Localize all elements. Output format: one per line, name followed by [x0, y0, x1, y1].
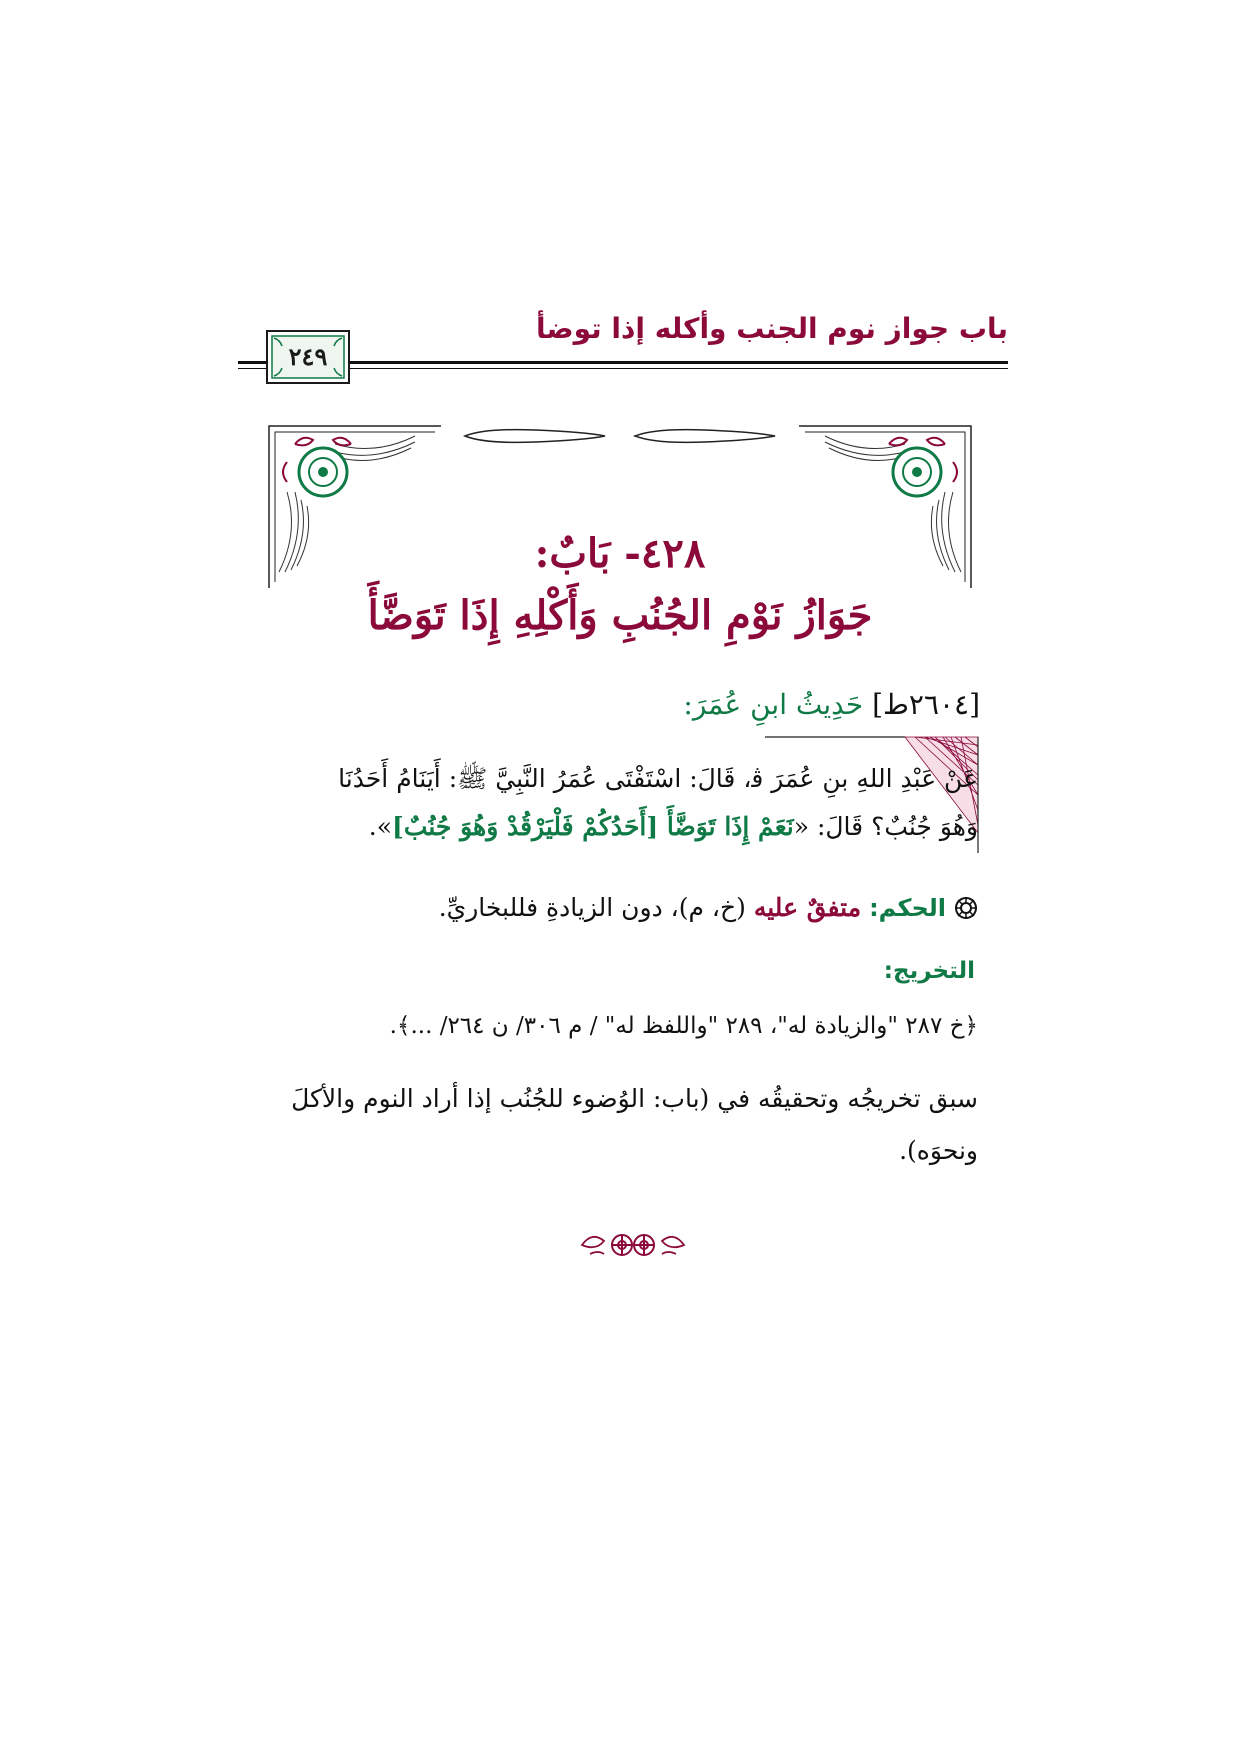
running-header: [238, 312, 1008, 392]
takhrij-references: ﴿خ ٢٨٧ "والزيادة له"، ٢٨٩ "واللفظ له" / م ٣٠٦/ ن ٢٦٤/ ...﴾.: [389, 1013, 978, 1039]
running-title: باب جواز نوم الجنب وأكله إذا توضأ: [536, 312, 1008, 345]
header-rule-left: [238, 361, 266, 364]
header-rule: [328, 361, 1008, 364]
hadith-text-end: ».: [368, 812, 393, 841]
end-ornament-icon: [578, 1228, 688, 1262]
chapter-heading-block: [265, 422, 975, 642]
page-number: ٢٤٩: [288, 342, 328, 371]
hadith-text-line-2: [369, 812, 978, 841]
ruling-value: متفقٌ عليه: [753, 893, 862, 922]
chapter-number: ٤٢٨- بَابٌ:: [534, 530, 706, 577]
chapter-title: جَوَازُ نَوْمِ الجُنُبِ وَأَكْلِهِ إِذَا تَوَضَّأَ: [367, 592, 873, 639]
page-number-badge: [266, 330, 350, 384]
header-rule-thin: [328, 368, 1008, 369]
hadith-text-start: وَهُوَ جُنُبٌ؟ قَالَ: «: [793, 812, 978, 841]
prophet-speech: نَعَمْ إِذَا تَوَضَّأَ [أَحَدُكُمْ فَلْيَرْقُدْ وَهُوَ جُنُبٌ]: [392, 812, 794, 841]
ruling-rest: (خ، م)، دون الزيادةِ فللبخاريِّ.: [438, 893, 746, 922]
header-rule-left-thin: [238, 368, 266, 369]
hadith-heading: [683, 688, 980, 721]
ruling-label: الحكم:: [869, 894, 946, 922]
flower-bullet-icon: [954, 896, 978, 920]
ruling-line: [439, 893, 978, 922]
hadith-number: [٢٦٠٤ط]: [872, 688, 980, 721]
ornamental-bar-icon: [455, 426, 785, 446]
takhrij-paragraph-line-1: سبق تخريجُه وتحقيقُه في (باب: الوُضوء للجُنُب إذا أراد النوم والأكلَ: [291, 1084, 978, 1113]
hadith-text-line-1: عَنْ عَبْدِ اللهِ بنِ عُمَرَ ﭬ، قَالَ: اسْتَفْتَى عُمَرُ النَّبِيَّ ﷺ: أَيَنَامُ أَحَدُنَا: [338, 764, 978, 793]
hadith-name: حَدِيثُ ابنِ عُمَرَ:: [683, 688, 864, 721]
takhrij-paragraph-line-2: ونحوَه).: [899, 1136, 978, 1165]
takhrij-label: التخريج:: [883, 958, 975, 984]
